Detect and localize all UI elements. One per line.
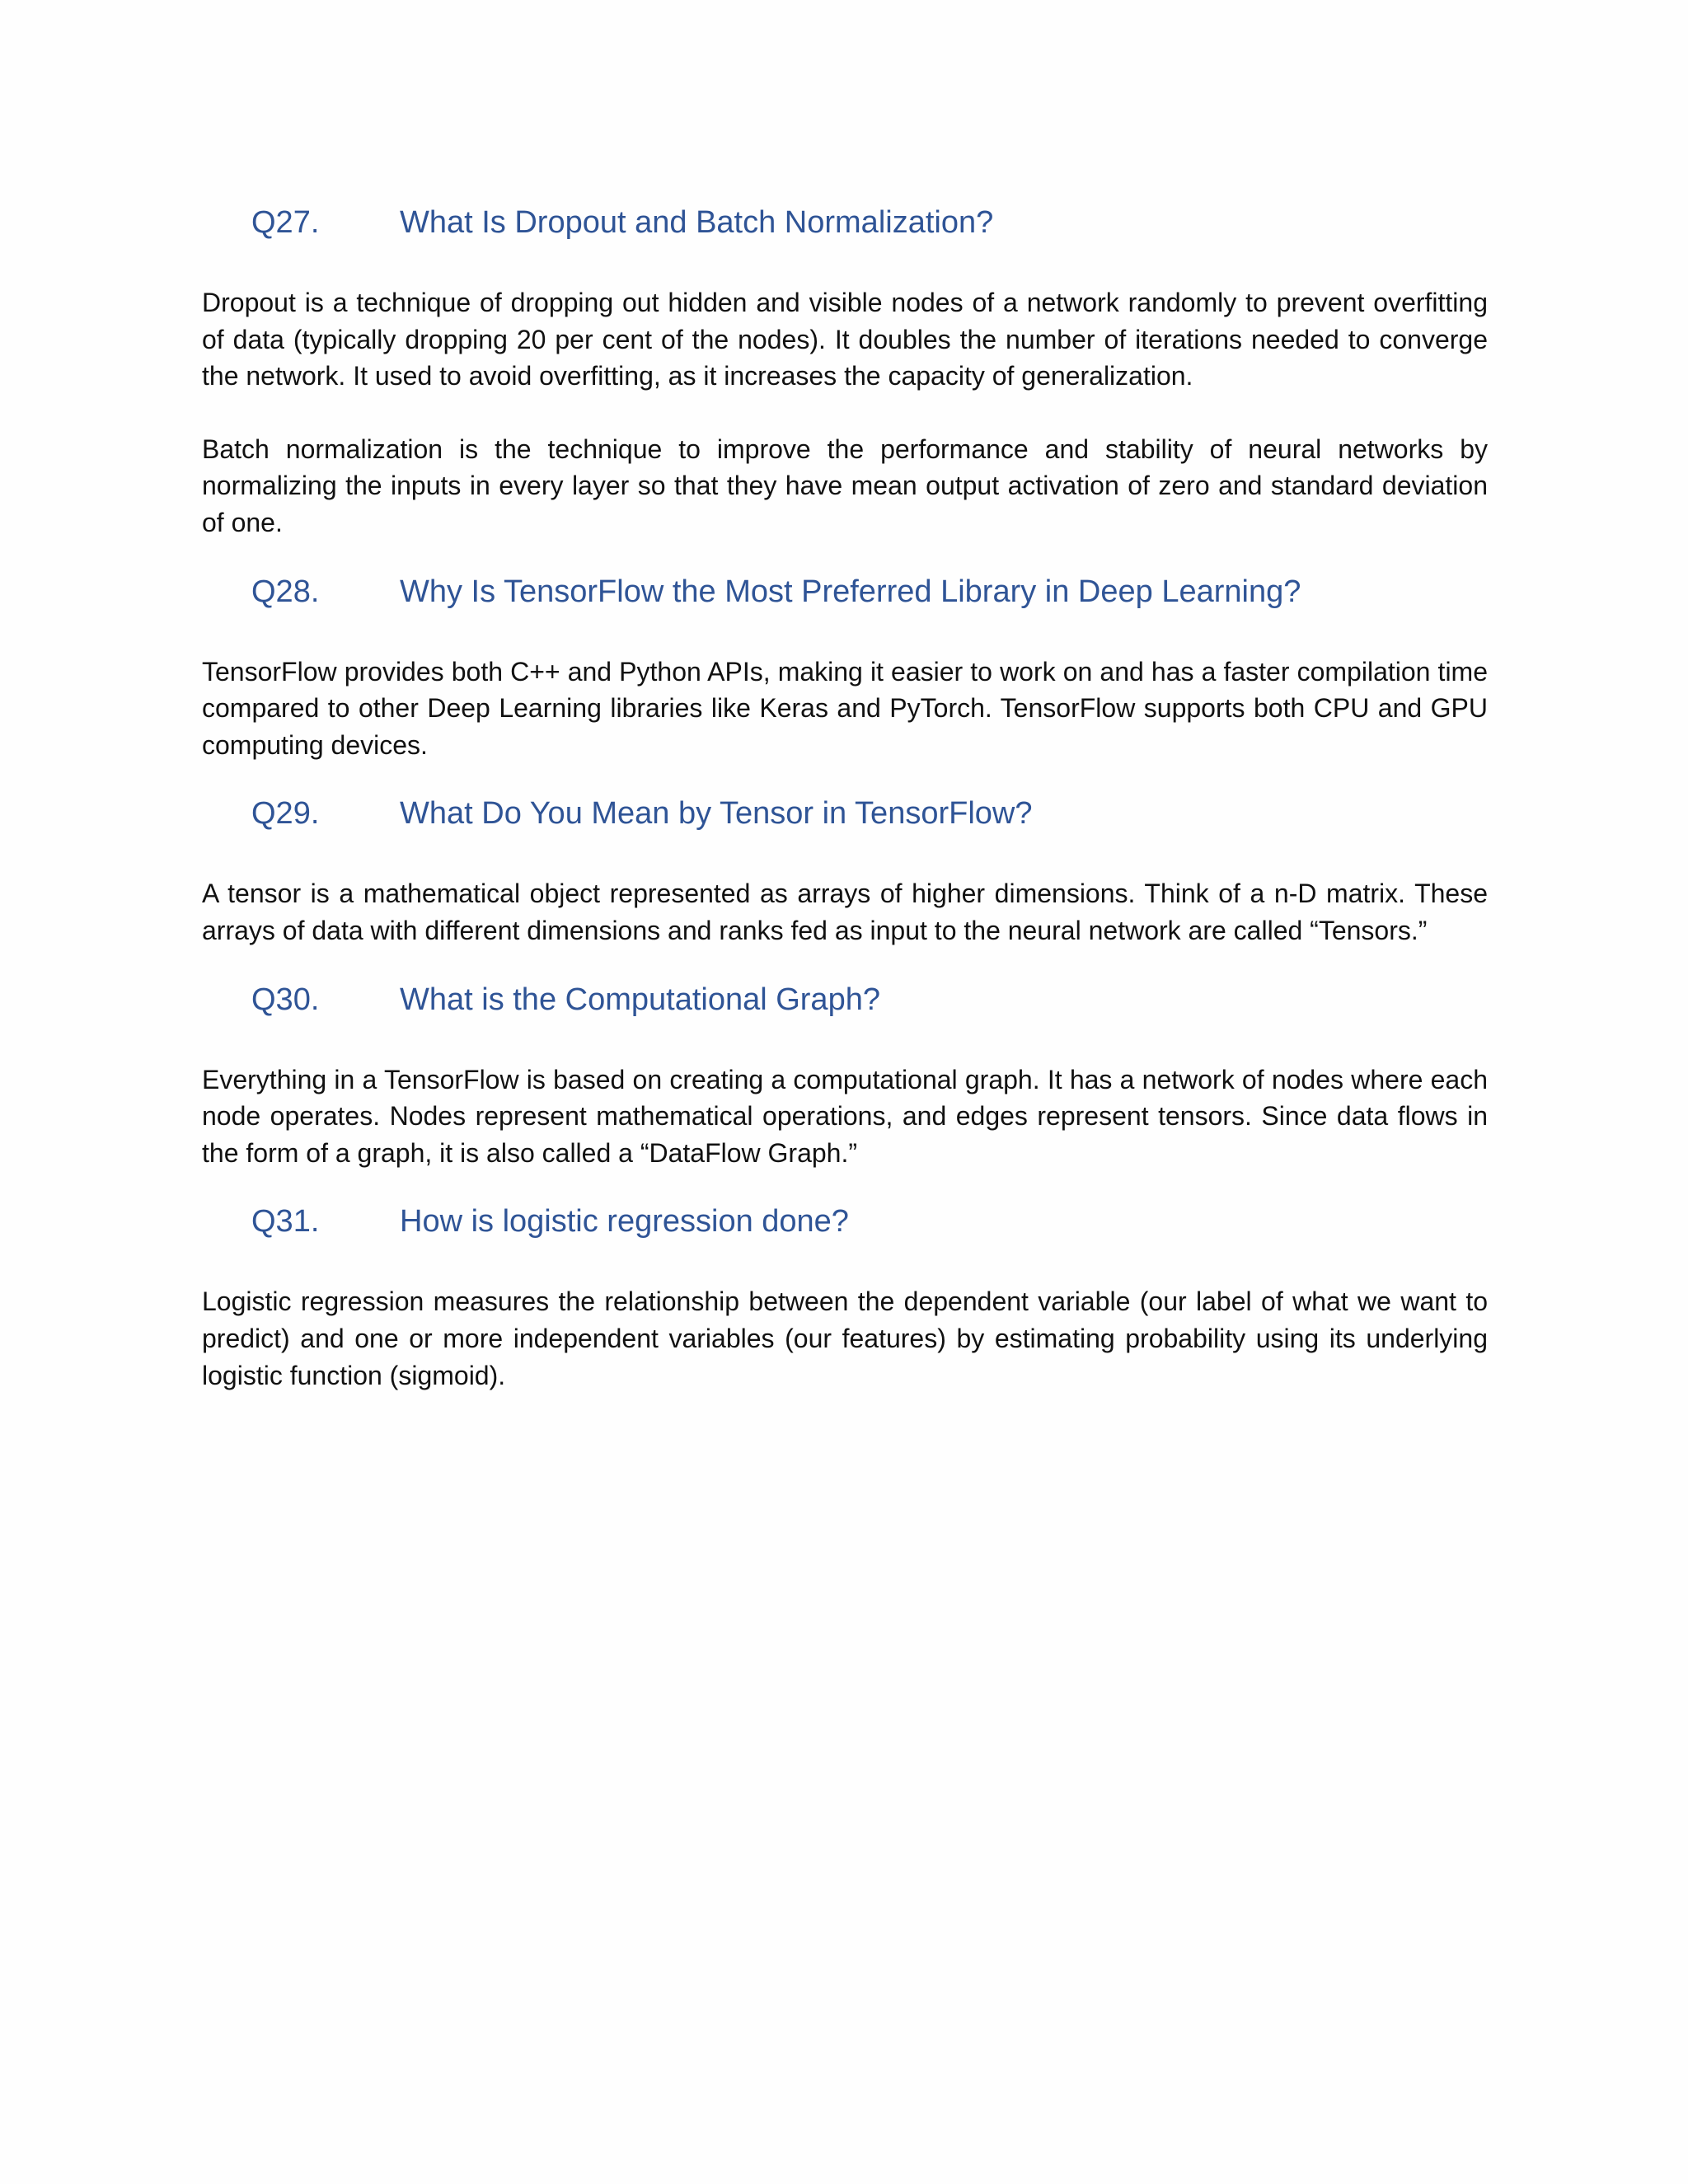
section-heading-q27 <box>251 202 1488 243</box>
question-title: What Is Dropout and Batch Normalization? <box>400 205 994 240</box>
section-heading-q31 <box>251 1201 1488 1242</box>
question-title: What is the Computational Graph? <box>400 982 880 1017</box>
answer-paragraph: Batch normalization is the technique to improve the performance and stability of neural networks by normalizing the inputs in every layer so that they have mean output activation of zero and standard deviation of one. <box>202 434 1488 537</box>
question-number: Q27. <box>251 205 320 240</box>
question-number: Q29. <box>251 796 320 832</box>
document-content <box>202 202 1488 1394</box>
answer-paragraph: Logistic regression measures the relationship between the dependent variable (our label of what we want to predict) and one or more independent variables (our features) by estimating probability using its underlying logistic function (sigmoid). <box>202 1286 1488 1390</box>
question-title: What Do You Mean by Tensor in TensorFlow? <box>400 796 1033 832</box>
question-title: Why Is TensorFlow the Most Preferred Library in Deep Learning? <box>400 574 1301 609</box>
section-heading-q28 <box>251 571 1488 612</box>
section-heading-q30 <box>251 979 1488 1020</box>
question-number: Q31. <box>251 1204 320 1240</box>
answer-paragraph: Dropout is a technique of dropping out hidden and visible nodes of a network randomly to prevent overfitting of data (typically dropping 20 per cent of the nodes). It doubles the number of iterations needed to converge the network. It used to avoid overfitting, as it increases the capacity of generalization. <box>202 288 1488 391</box>
question-number: Q28. <box>251 574 320 609</box>
section-heading-q29 <box>251 793 1488 834</box>
answer-paragraph: TensorFlow provides both C++ and Python APIs, making it easier to work on and has a faster compilation time compared to other Deep Learning libraries like Keras and PyTorch. TensorFlow supports both CPU and GPU computing devices. <box>202 656 1488 760</box>
answer-paragraph: A tensor is a mathematical object represented as arrays of higher dimensions. Think of a n-D matrix. These arrays of data with different dimensions and ranks fed as input to the neural network are called “Tensors.” <box>202 879 1488 945</box>
answer-paragraph: Everything in a TensorFlow is based on creating a computational graph. It has a network of nodes where each node operates. Nodes represent mathematical operations, and edges represent tensors. Since data flows in the form of a graph, it is also called a “DataFlow Graph.” <box>202 1064 1488 1168</box>
question-title: How is logistic regression done? <box>400 1204 849 1240</box>
question-number: Q30. <box>251 982 320 1017</box>
